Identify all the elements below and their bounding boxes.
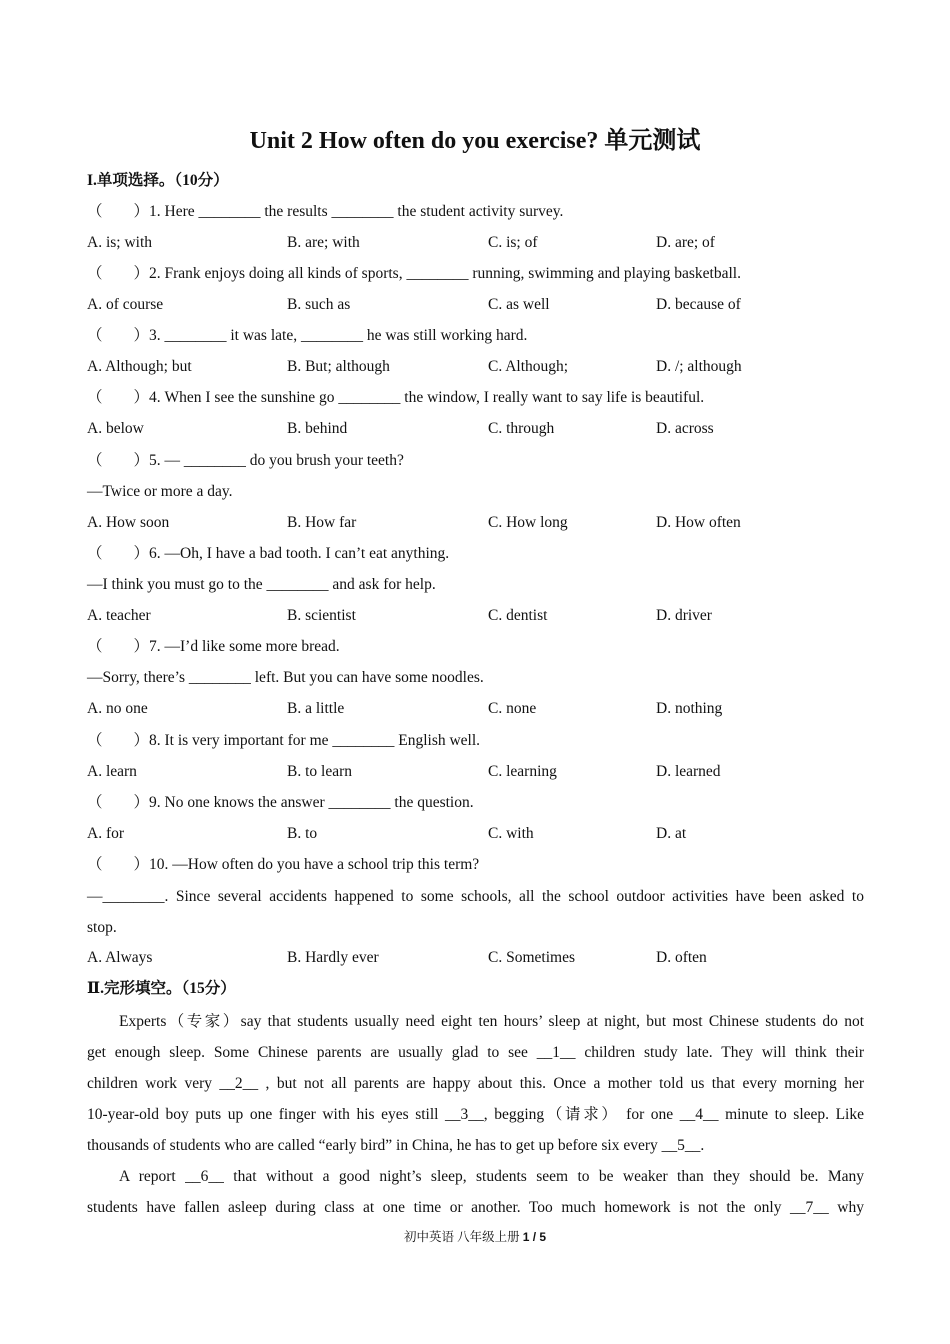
cloze-p1-line-1: Experts（专家）say that students usually need eight ten hours’ sleep at night, but most Chinese students do not xyxy=(119,1013,864,1030)
cloze-p2-line-1: A report __6__ that without a good night’s sleep, students seem to be weaker than they should be. Many xyxy=(119,1168,864,1185)
option-b: B. such as xyxy=(287,296,351,313)
option-c: C. through xyxy=(488,420,555,437)
question-8-stem: （ ）8. It is very important for me ________ English well. xyxy=(87,732,481,749)
option-a: A. for xyxy=(87,825,125,842)
question-2-stem: （ ）2. Frank enjoys doing all kinds of sports, ________ running, swimming and playing basketball. xyxy=(87,265,741,282)
option-b: B. are; with xyxy=(287,234,360,251)
question-6-stem: （ ）6. —Oh, I have a bad tooth. I can’t eat anything. xyxy=(87,545,450,562)
question-4-stem: （ ）4. When I see the sunshine go ________ the window, I really want to say life is beautiful. xyxy=(87,389,705,406)
option-d: D. driver xyxy=(656,607,712,624)
option-a: A. of course xyxy=(87,296,164,313)
option-a: A. below xyxy=(87,420,144,437)
question-1-stem: （ ）1. Here ________ the results ________ the student activity survey. xyxy=(87,203,564,220)
section-heading-multiple-choice: I.单项选择。（10分） xyxy=(87,172,229,189)
option-d: D. learned xyxy=(656,763,721,780)
cloze-p1-line-5: thousands of students who are called “early bird” in China, he has to get up before six every __5__. xyxy=(87,1137,705,1154)
option-b: B. to xyxy=(287,825,318,842)
question-5-stem: （ ）5. — ________ do you brush your teeth? xyxy=(87,452,404,469)
footer-page-number: 1 / 5 xyxy=(522,1230,547,1244)
option-d: D. nothing xyxy=(656,700,723,717)
option-b: B. But; although xyxy=(287,358,390,375)
option-c: C. How long xyxy=(488,514,568,531)
cloze-p2-line-2: students have fallen asleep during class at one time or another. Too much homework is not the only __7__ why xyxy=(87,1199,864,1216)
option-a: A. Although; but xyxy=(87,358,192,375)
question-6-options xyxy=(87,606,887,626)
option-d: D. often xyxy=(656,949,707,966)
question-4-options xyxy=(87,419,887,439)
question-10-stem: （ ）10. —How often do you have a school trip this term? xyxy=(87,856,480,873)
option-d: D. /; although xyxy=(656,358,742,375)
question-5-reply: —Twice or more a day. xyxy=(87,483,233,500)
option-a: A. no one xyxy=(87,700,148,717)
question-7-options xyxy=(87,699,887,719)
option-b: B. scientist xyxy=(287,607,356,624)
option-c: C. is; of xyxy=(488,234,538,251)
question-8-options xyxy=(87,762,887,782)
question-2-options xyxy=(87,295,887,315)
option-c: C. Sometimes xyxy=(488,949,575,966)
option-d: D. How often xyxy=(656,514,741,531)
question-5-options xyxy=(87,513,887,533)
option-a: A. Always xyxy=(87,949,153,966)
option-b: B. a little xyxy=(287,700,345,717)
cloze-paragraph-1 xyxy=(87,1006,864,1161)
option-b: B. How far xyxy=(287,514,357,531)
option-d: D. across xyxy=(656,420,714,437)
question-1-options xyxy=(87,233,887,253)
option-c: C. Although; xyxy=(488,358,569,375)
page-footer xyxy=(0,1228,950,1246)
option-d: D. because of xyxy=(656,296,741,313)
section-heading-cloze: Ⅱ.完形填空。（15分） xyxy=(87,980,236,997)
option-a: A. learn xyxy=(87,763,137,780)
question-3-stem: （ ）3. ________ it was late, ________ he was still working hard. xyxy=(87,327,528,344)
question-3-options xyxy=(87,357,887,377)
cloze-paragraph-2 xyxy=(87,1161,864,1223)
option-a: A. teacher xyxy=(87,607,151,624)
option-a: A. is; with xyxy=(87,234,153,251)
option-b: B. Hardly ever xyxy=(287,949,379,966)
option-c: C. as well xyxy=(488,296,550,313)
option-d: D. are; of xyxy=(656,234,715,251)
question-9-stem: （ ）9. No one knows the answer ________ the question. xyxy=(87,794,474,811)
option-a: A. How soon xyxy=(87,514,170,531)
question-9-options xyxy=(87,824,887,844)
cloze-p1-line-3: children work very __2__ , but not all parents are happy about this. Once a mother told us that every morning her xyxy=(87,1075,864,1092)
question-6-reply: —I think you must go to the ________ and ask for help. xyxy=(87,576,436,593)
cloze-p1-line-2: get enough sleep. Some Chinese parents are usually glad to see __1__ children study late. They will think their xyxy=(87,1044,864,1061)
question-10-reply-line-2: stop. xyxy=(87,919,117,936)
option-d: D. at xyxy=(656,825,687,842)
question-7-reply: —Sorry, there’s ________ left. But you can have some noodles. xyxy=(87,669,484,686)
question-7-stem: （ ）7. —I’d like some more bread. xyxy=(87,638,340,655)
option-b: B. behind xyxy=(287,420,348,437)
option-c: C. with xyxy=(488,825,534,842)
option-c: C. learning xyxy=(488,763,557,780)
question-10-reply-line-1: —________. Since several accidents happened to some schools, all the school outdoor activities have been asked to xyxy=(87,888,864,905)
footer-subject: 初中英语 八年级上册 xyxy=(403,1230,520,1244)
cloze-p1-line-4: 10-year-old boy puts up one finger with his eyes still __3__, begging（请求） for one __4__ minute to sleep. Like xyxy=(87,1106,864,1123)
option-c: C. dentist xyxy=(488,607,548,624)
question-10-reply xyxy=(87,881,864,943)
question-10-options xyxy=(87,948,887,968)
option-c: C. none xyxy=(488,700,537,717)
option-b: B. to learn xyxy=(287,763,352,780)
document-title: Unit 2 How often do you exercise? 单元测试 xyxy=(249,128,701,154)
